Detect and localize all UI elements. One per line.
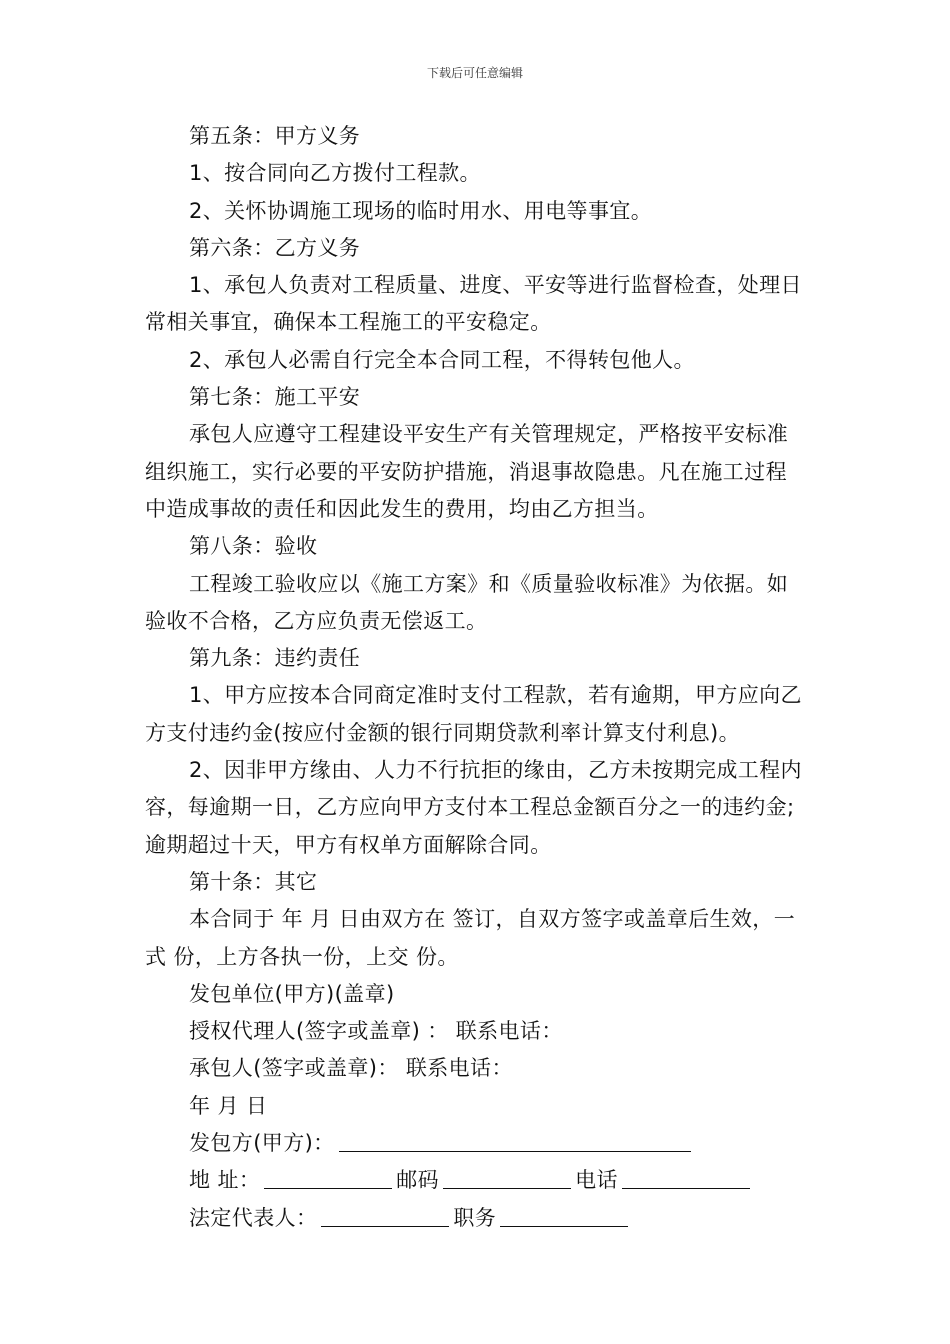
article-5-item-1: 1、按合同向乙方拨付工程款。 — [189, 161, 481, 186]
article-7-heading: 第七条：施工平安 — [189, 385, 361, 410]
article-10-heading: 第十条：其它 — [189, 869, 318, 894]
employer-label: 发包方(甲方)： — [189, 1131, 335, 1156]
article-9-item-2: 2、因非甲方缘由、人力不行抗拒的缘由，乙方未按期完成工程内容，每逾期一日，乙方应向甲方支付本工程总金额百分之一的违约金;逾期超过十天，甲方有权单方面解除合同。 — [145, 758, 802, 857]
article-6-heading: 第六条：乙方义务 — [189, 235, 361, 260]
position-blank[interactable] — [500, 1206, 628, 1227]
legal-rep-field-row — [145, 1200, 805, 1237]
postcode-label: 邮码 — [396, 1168, 440, 1193]
article-7-body: 承包人应遵守工程建设平安生产有关管理规定，严格按平安标准组织施工，实行必要的平安防护措施，消退事故隐患。凡在施工过程中造成事故的责任和因此发生的费用，均由乙方担当。 — [145, 422, 789, 521]
article-9-heading: 第九条：违约责任 — [189, 646, 361, 671]
address-field-row — [145, 1162, 805, 1199]
article-6-item-1: 1、承包人负责对工程质量、进度、平安等进行监督检查，处理日常相关事宜，确保本工程施工的平安稳定。 — [145, 273, 802, 335]
page-header: 下载后可任意编辑 — [426, 66, 523, 80]
employer-blank[interactable] — [339, 1131, 691, 1152]
address-label: 地 址： — [189, 1168, 261, 1193]
address-blank[interactable] — [264, 1168, 392, 1189]
article-5-heading: 第五条：甲方义务 — [189, 124, 361, 148]
employer-field-row — [145, 1125, 805, 1162]
legal-rep-label: 法定代表人： — [189, 1205, 318, 1230]
employer-unit-line: 发包单位(甲方)(盖章) — [189, 981, 395, 1006]
article-10-body: 本合同于 年 月 日由双方在 签订，自双方签字或盖章后生效，一式 份，上方各执一份，上交 份。 — [145, 907, 796, 969]
legal-rep-blank[interactable] — [321, 1206, 449, 1227]
date-line: 年 月 日 — [189, 1093, 268, 1118]
contract-body — [145, 118, 805, 1237]
article-8-heading: 第八条：验收 — [189, 534, 318, 559]
authorized-agent-line: 授权代理人(签字或盖章) ： 联系电话： — [189, 1019, 563, 1044]
position-label: 职务 — [453, 1205, 497, 1230]
article-9-item-1: 1、甲方应按本合同商定准时支付工程款，若有逾期，甲方应向乙方支付违约金(按应付金额的银行同期贷款利率计算支付利息)。 — [145, 683, 802, 745]
phone-blank[interactable] — [622, 1168, 750, 1189]
article-6-item-2: 2、承包人必需自行完全本合同工程，不得转包他人。 — [189, 347, 695, 372]
article-8-body: 工程竣工验收应以《施工方案》和《质量验收标准》为依据。如验收不合格，乙方应负责无偿返工。 — [145, 571, 789, 633]
article-5-item-2: 2、关怀协调施工现场的临时用水、用电等事宜。 — [189, 198, 653, 223]
phone-label: 电话 — [575, 1168, 618, 1193]
contractor-line: 承包人(签字或盖章)： 联系电话： — [189, 1056, 513, 1081]
postcode-blank[interactable] — [443, 1168, 571, 1189]
